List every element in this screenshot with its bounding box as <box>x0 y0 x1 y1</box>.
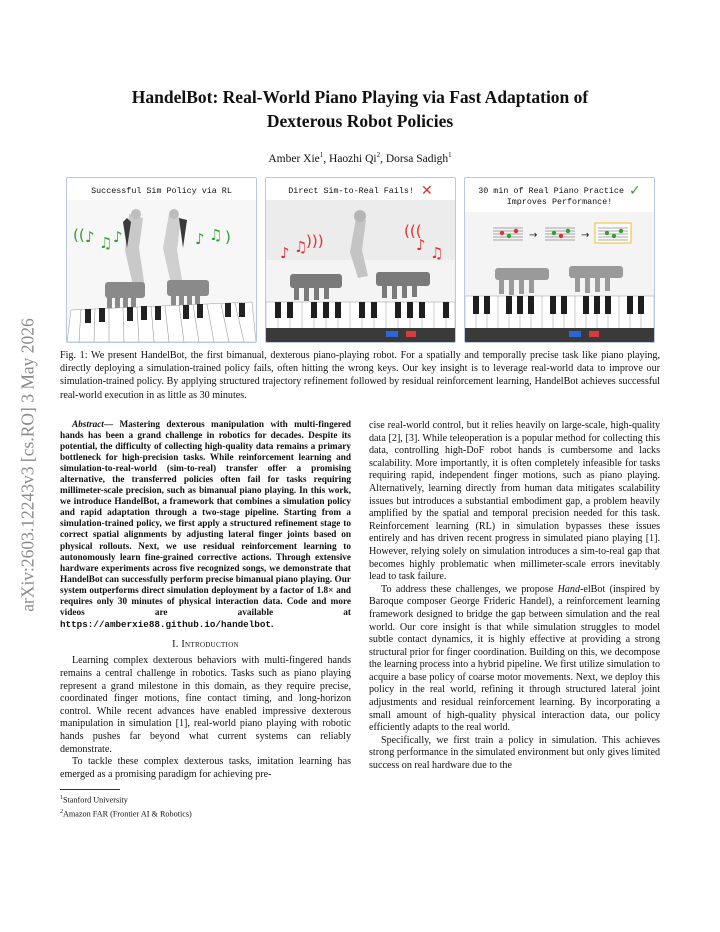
author-affiliation-mark: 1 <box>319 151 324 159</box>
arxiv-stamp: arXiv:2603.12243v3 [cs.RO] 3 May 2026 <box>17 318 38 612</box>
panel-caption-text: Direct Sim-to-Real Fails! <box>288 186 414 196</box>
figure-caption: Fig. 1: We present HandelBot, the first bimanual, dexterous piano-playing robot. For a spatially and temporally precise task like piano playing, directly deploying a simulation-trained policy fails, often hitting the wrong keys. Our key insight is to leverage real-world data to improve our simulation-trained policy. By applying structured trajectory refinement followed by residual reinforcement learning, HandelBot achieves successful real-world execution in as little as 30 minutes. <box>60 350 660 401</box>
author-name: Amber Xie <box>268 152 320 165</box>
sim-robot-illustration <box>67 178 256 342</box>
footnote: $^1$Stanford University <box>60 795 128 806</box>
left-column <box>60 420 351 820</box>
footnote-rule <box>60 789 120 790</box>
svg-text:♪: ♪ <box>85 228 95 246</box>
paragraph: Learning complex dexterous behaviors with multi-fingered hands remains a central challenge in robotics. Tasks such as piano playing represent a grand milestone in this domain, as they require precise, coordinated finger motions, fine contact timing, and long-horizon control. While recent advances have enabled impressive dexterous manipulation in simulation [1], real-world piano playing with robotic hands pushes far beyond what current systems can reliably demonstrate. <box>60 655 351 755</box>
panel-caption-text: Improves Performance! <box>506 197 613 207</box>
author-affiliation-mark: 1 <box>448 151 452 159</box>
real-robot-illustration <box>266 178 455 342</box>
figure-panel-real-practice <box>464 177 655 343</box>
paragraph: cise real-world control, but it relies heavily on large-scale, high-quality data [2], [3]. While teleoperation is a popular method for collecting this data, controlling high-DoF robot hands is cumbersome and lacks scalability. More importantly, it is often completely infeasible for tasks requiring rapid, independent finger motions, such as piano playing. Alternatively, learning directly from human data mitigates scalability issues but introduces a substantial embodiment gap, a problem heavily amplified by the spatial and temporal precision needed for this task. Reinforcement learning (RL) in simulation bypasses these issues entirely and has driven recent progress in simulated piano playing [1]. However, relying solely on simulation introduces a sim-to-real gap that becomes highly problematic when millimeter-scale errors inevitably lead to task failure. <box>369 420 660 583</box>
svg-text:♪: ♪ <box>195 230 205 248</box>
right-column <box>369 420 660 773</box>
green-check-icon: ✓ <box>629 183 641 199</box>
footnote: $^2$Amazon FAR (Frontier AI & Robotics) <box>60 808 192 819</box>
title-line-2: Dexterous Robot Policies <box>266 111 454 131</box>
abstract-label: Abstract <box>72 420 104 430</box>
author-list: Amber Xie$^1$, Haozhi Qi$^2$, Dorsa Sadigh$^1$ <box>268 151 452 165</box>
project-url-link[interactable]: https://amberxie88.github.io/handelbot <box>60 618 271 630</box>
svg-text:((: (( <box>73 226 85 244</box>
panel-caption <box>266 183 455 199</box>
svg-text:♫: ♫ <box>294 238 308 256</box>
paragraph: Specifically, we first train a policy in simulation. This achieves strong performance in the simulated environment but only gives limited success on real hardware due to the <box>369 734 660 772</box>
author-affiliation-mark: 2 <box>376 151 381 159</box>
svg-text:♪: ♪ <box>416 236 426 254</box>
title-line-1: HandelBot: Real-World Piano Playing via Fast Adaptation of <box>131 87 589 107</box>
paragraph: To address these challenges, we propose Hand-elBot (inspired by Baroque composer George Frideric Handel), a reinforcement learning framework designed to bridge the gap between simulation and the real world. Our core insight is that while simulation struggles to model subtle contact dynamics, it is highly effective at providing a strong structural prior for finger coordination. Building on this, we decompose the learning process into a hybrid pipeline. We first utilize simulation to acquire a base policy of coarse motor movements. Next, we deploy this policy in the real world, refining it through structured lateral joint adjustments and residual reinforcement learning. By incorporating a small amount of high-quality physical interaction data, our policy efficiently adapts to the real world. <box>369 583 660 734</box>
svg-text:♫: ♫ <box>99 234 113 252</box>
svg-text:→: → <box>529 230 538 241</box>
svg-text:→: → <box>581 230 590 241</box>
paragraph: To tackle these complex dexterous tasks, imitation learning has emerged as a promising paradigm for achieving pre- <box>60 756 351 780</box>
author-name: Dorsa Sadigh <box>385 152 449 165</box>
author-name: Haozhi Qi <box>329 152 377 165</box>
svg-text:♫: ♫ <box>430 244 444 262</box>
svg-text:♪: ♪ <box>113 228 123 246</box>
svg-text:(((: ((( <box>404 222 422 240</box>
panel-caption <box>465 183 654 208</box>
panel-caption: Successful Sim Policy via RL <box>91 186 232 196</box>
abstract: Abstract— Mastering dexterous manipulation with multi-fingered hands has been a grand challenge in robotics for decades. Despite its potential, the difficulty of collecting high-quality data remains a primary bottleneck for high-precision tasks. While reinforcement learning and simulation-to-real-world (sim-to-real) transfer offer a promising alternative, the transferred policies often fail for tasks requiring millimeter-scale precision, such as bimanual piano playing. In this work, we introduce HandelBot, a framework that combines a simulation policy and rapid adaptation through a two-stage pipeline. Starting from a simulation-trained policy, we first apply a structured refinement stage to correct spatial alignments by adjusting lateral finger joints based on physical rollouts. Next, we use residual reinforcement learning to autonomously learn fine-grained corrective actions. Through extensive hardware experiments across five recognized songs, we demonstrate that HandelBot can successfully perform precise bimanual piano playing. Our system outperforms direct simulation deployment by a factor of 1.8× and requires only 30 minutes of physical interaction data. Code and more videos are available at https://amberxie88.github.io/handelbot. <box>60 420 351 630</box>
paper-title <box>60 85 660 133</box>
svg-text:))): ))) <box>306 232 324 250</box>
abstract-body: — Mastering dexterous manipulation with multi-fingered hands has been a grand challenge in robotics for decades. Despite its potential, the difficulty of collecting high-quality data remains a primary bottleneck for high-precision tasks. While reinforcement learning and simulation-to-real-world (sim-to-real) transfer offer a promising alternative, the transferred policies often fail for tasks requiring millimeter-scale precision, such as bimanual piano playing. In this work, we introduce HandelBot, a framework that combines a simulation policy and rapid adaptation through a two-stage pipeline. Starting from a simulation-trained policy, we first apply a structured refinement stage to correct spatial alignments by adjusting lateral finger joints based on physical rollouts. Next, we use residual reinforcement learning to autonomously learn fine-grained corrective actions. Through extensive hardware experiments across five recognized songs, we demonstrate that HandelBot can successfully perform precise bimanual piano playing. Our system outperforms direct simulation deployment by a factor of 1.8× and requires only 30 minutes of physical interaction data. Code and more videos are available at <box>60 420 351 618</box>
svg-text:♫: ♫ <box>209 226 223 244</box>
panel-caption-text: 30 min of Real Piano Practice <box>478 186 624 196</box>
figure-1 <box>66 177 654 343</box>
section-heading: I. Introduction <box>172 638 239 650</box>
svg-text:): ) <box>225 228 231 246</box>
figure-panel-sim-to-real <box>265 177 456 343</box>
red-x-icon: ✕ <box>420 183 433 199</box>
figure-panel-sim-policy <box>66 177 257 343</box>
svg-text:♪: ♪ <box>280 244 290 262</box>
